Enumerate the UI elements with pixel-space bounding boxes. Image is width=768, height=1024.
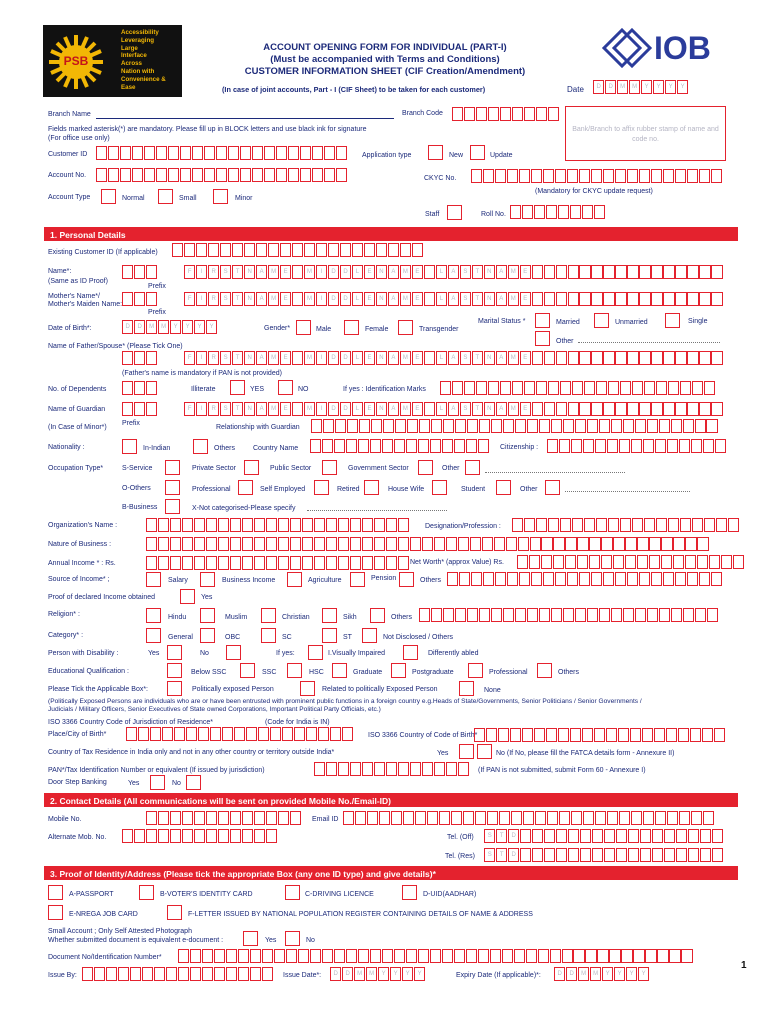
same-as-id-label: (Same as ID Proof)	[48, 278, 108, 285]
roll-no-label: Roll No.	[481, 211, 506, 218]
disability-if-yes-label: If yes:	[276, 650, 295, 657]
religion-others-checkbox[interactable]	[370, 608, 385, 623]
marital-other-checkbox[interactable]	[535, 331, 550, 346]
passport-checkbox[interactable]	[48, 885, 63, 900]
religion-others-field[interactable]	[419, 608, 719, 622]
src-others-field[interactable]	[447, 572, 723, 586]
designation-field[interactable]	[512, 518, 740, 532]
cat-not-disclosed-label: Not Disclosed / Others	[383, 634, 454, 641]
stamp-box: Bank/Branch to affix rubber stamp of name and code no.	[565, 106, 726, 161]
country-name-field[interactable]	[310, 439, 490, 453]
pan-field[interactable]	[314, 762, 470, 776]
voter-checkbox[interactable]	[139, 885, 154, 900]
iob-logo	[602, 28, 742, 68]
related-pep-label: Related to politically Exposed Person	[322, 686, 438, 693]
marital-married-label: Married	[556, 319, 580, 326]
mother-prefix-field[interactable]	[122, 292, 158, 306]
disability-yes-checkbox[interactable]	[167, 645, 182, 660]
tax-no-label: No (If No, please fill the FATCA details form - Annexure II)	[496, 750, 675, 757]
door-step-yes-checkbox[interactable]	[150, 775, 165, 790]
roll-no-field[interactable]	[510, 205, 606, 219]
branch-name-line[interactable]	[96, 118, 394, 119]
existing-id-field[interactable]	[172, 243, 424, 257]
cat-not-disclosed-checkbox[interactable]	[362, 628, 377, 643]
name-prefix-label: Prefix	[148, 283, 166, 290]
src-others-label: Others	[420, 577, 442, 584]
cat-st-label: ST	[343, 634, 352, 641]
marital-single-checkbox[interactable]	[665, 313, 680, 328]
pep-label: Politically exposed Person	[192, 686, 274, 693]
expiry-date-field[interactable]: D D M M Y Y Y Y	[554, 967, 650, 981]
edu-others-label: Others	[558, 669, 580, 676]
student-checkbox[interactable]	[496, 480, 511, 495]
designation-label: Designation/Profession :	[425, 523, 501, 530]
father-name-field[interactable]: F I R S T N A M E M I D D L E N A M E L A S T N A M E	[184, 351, 723, 365]
differently-abled-label: Differently abled	[428, 650, 479, 657]
gender-male-checkbox[interactable]	[296, 320, 311, 335]
app-update-checkbox[interactable]	[470, 145, 485, 160]
cat-st-checkbox[interactable]	[322, 628, 337, 643]
business-income-label: Business Income	[222, 577, 276, 584]
agriculture-label: Agriculture	[308, 577, 342, 584]
occupation-label: Occupation Type*	[48, 465, 104, 472]
issue-date-field[interactable]: D D M M Y Y Y Y	[330, 967, 426, 981]
pension-label: Pension	[371, 575, 397, 582]
acc-small-label: Small	[179, 195, 197, 202]
nature-business-field[interactable]	[146, 537, 709, 551]
dependents-field[interactable]	[122, 381, 158, 395]
edu-hsc-label: HSC	[309, 669, 324, 676]
form-subtitle: (In case of joint accounts, Part - I (CIF Sheet) to be taken for each customer)	[222, 85, 486, 94]
proof-income-checkbox[interactable]	[180, 589, 195, 604]
acc-small-checkbox[interactable]	[158, 189, 173, 204]
pension-checkbox[interactable]	[350, 572, 365, 587]
gender-female-label: Female	[365, 326, 389, 333]
religion-christian-checkbox[interactable]	[261, 608, 276, 623]
account-no-field[interactable]	[96, 168, 348, 182]
self-employed-label: Self Employed	[260, 486, 306, 493]
acc-normal-label: Normal	[122, 195, 145, 202]
public-sector-checkbox[interactable]	[322, 460, 337, 475]
e-doc-no-label: No	[306, 937, 315, 944]
guardian-prefix-field[interactable]	[122, 402, 158, 416]
govt-sector-checkbox[interactable]	[418, 460, 433, 475]
passport-label: A-PASSPORT	[69, 891, 114, 898]
tax-yes-label: Yes	[437, 750, 449, 757]
gender-transgender-label: Transgender	[419, 326, 459, 333]
o-others-label: O-Others	[122, 485, 151, 492]
expiry-date-label: Expiry Date (If applicable)*:	[456, 972, 541, 979]
org-name-label: Organization's Name :	[48, 522, 118, 529]
father-prefix-field[interactable]	[122, 351, 158, 365]
b-business-label: B-Business	[122, 504, 158, 511]
illiterate-yes-label: YES	[250, 386, 265, 393]
related-pep-checkbox[interactable]	[300, 681, 315, 696]
o-other-line[interactable]	[565, 491, 690, 492]
relationship-label: Relationship with Guardian	[216, 424, 300, 431]
category-label: Category* :	[48, 632, 84, 639]
org-name-field[interactable]	[146, 518, 410, 532]
nrega-label: E-NREGA JOB CARD	[69, 911, 138, 918]
nationality-label: Nationality :	[48, 444, 85, 451]
nationality-others-checkbox[interactable]	[193, 439, 208, 454]
name-prefix-field[interactable]	[122, 265, 158, 279]
religion-hindu-checkbox[interactable]	[146, 608, 161, 623]
illiterate-no-label: NO	[298, 386, 309, 393]
issue-by-label: Issue By:	[48, 972, 77, 979]
edu-postgraduate-label: Postgraduate	[412, 669, 454, 676]
name-label: Name*:	[48, 268, 72, 275]
net-worth-field[interactable]	[517, 555, 745, 569]
door-step-no-label: No	[172, 780, 181, 787]
edu-below-ssc-label: Below SSC	[191, 669, 227, 676]
proof-income-yes-label: Yes	[201, 594, 213, 601]
education-label: Educational Qualification :	[48, 668, 129, 675]
mother-name-label-2: Mother's Maiden Name:	[48, 301, 123, 308]
o-others-checkbox[interactable]	[165, 480, 180, 495]
section-contact-details: 2. Contact Details (All communications will be sent on provided Mobile No./Email-ID)	[44, 793, 738, 807]
door-step-yes-label: Yes	[128, 780, 140, 787]
door-step-no-checkbox[interactable]	[186, 775, 201, 790]
staff-label: Staff	[425, 211, 440, 218]
illiterate-label: Illiterate	[191, 386, 216, 393]
application-type-label: Application type	[362, 152, 412, 159]
cat-sc-checkbox[interactable]	[261, 628, 276, 643]
section-proof-identity: 3. Proof of Identity/Address (Please tick the appropriate Box (any one ID type) and give details)*	[44, 866, 738, 880]
pep-note-1: (Politically Exposed Persons are individuals who are or have been entrusted with prominent public functions in a foreign country e.g.Heads of State/Governments, Senior Politicians / Senior Governments /	[48, 698, 642, 705]
cat-general-checkbox[interactable]	[146, 628, 161, 643]
e-doc-yes-label: Yes	[265, 937, 277, 944]
gender-female-checkbox[interactable]	[344, 320, 359, 335]
govt-sector-label: Government Sector	[348, 465, 409, 472]
cat-obc-checkbox[interactable]	[200, 628, 215, 643]
account-no-label: Account No.	[48, 172, 87, 179]
doc-no-field[interactable]	[178, 949, 693, 963]
iso-jurisdiction-label: ISO 3366 Country Code of Jurisdiction of Residence*	[48, 719, 213, 726]
edu-postgraduate-checkbox[interactable]	[391, 663, 406, 678]
branch-code-label: Branch Code	[402, 110, 443, 117]
alt-mobile-field[interactable]	[122, 829, 278, 843]
uid-checkbox[interactable]	[402, 885, 417, 900]
visually-impaired-checkbox[interactable]	[308, 645, 323, 660]
illiterate-no-checkbox[interactable]	[278, 380, 293, 395]
citizenship-label: Citizenship :	[500, 444, 539, 451]
guardian-prefix-label: Prefix	[122, 420, 140, 427]
marital-other-label: Other	[556, 338, 574, 345]
branch-code-field[interactable]	[452, 107, 560, 121]
form-title: ACCOUNT OPENING FORM FOR INDIVIDUAL (PART-I) (Must be accompanied with Terms and Conditions) CUSTOMER INFORMATION SHEET (CIF Creation/Amendment)	[244, 42, 526, 77]
edu-professional-label: Professional	[489, 669, 528, 676]
tax-no-checkbox[interactable]	[477, 744, 492, 759]
annual-income-label: Annual Income * : Rs.	[48, 560, 116, 567]
nationality-indian-checkbox[interactable]	[122, 439, 137, 454]
net-worth-label: Net Worth* (approx Value) Rs.	[410, 559, 504, 566]
disability-label: Person with Disability :	[48, 650, 119, 657]
psb-sun-icon	[47, 33, 105, 91]
e-doc-no-checkbox[interactable]	[285, 931, 300, 946]
annual-income-field[interactable]	[146, 556, 410, 570]
ckyc-no-label: CKYC No.	[424, 175, 457, 182]
tax-yes-checkbox[interactable]	[459, 744, 474, 759]
mobile-field[interactable]	[146, 811, 302, 825]
occ-other-checkbox[interactable]	[465, 460, 480, 475]
mobile-label: Mobile No.	[48, 816, 82, 823]
nationality-others-label: Others	[214, 445, 236, 452]
staff-checkbox[interactable]	[447, 205, 462, 220]
retired-checkbox[interactable]	[364, 480, 379, 495]
ckyc-note: (Mandatory for CKYC update request)	[535, 188, 653, 195]
email-label: Email ID	[312, 816, 339, 823]
proof-income-label: Proof of declared Income obtained	[48, 594, 156, 601]
o-other-checkbox[interactable]	[545, 480, 560, 495]
pan-note: (If PAN is not submitted, submit Form 60 - Annexure I)	[478, 767, 646, 774]
disability-no-label: No	[200, 650, 209, 657]
tel-res-field[interactable]: S T D	[484, 848, 724, 862]
name-field[interactable]: F I R S T N A M E M I D D L E N A M E L A S T N A M E	[184, 265, 723, 279]
psb-tagline: Accessibility Leveraging Large Interface Across Nation with Convenience & Ease	[121, 29, 166, 91]
edu-hsc-checkbox[interactable]	[287, 663, 302, 678]
professional-checkbox[interactable]	[238, 480, 253, 495]
mandatory-note: Fields marked asterisk(*) are mandatory. Please fill up in BLOCK letters and use black ink for signature	[48, 126, 367, 133]
marital-unmarried-label: Unmarried	[615, 319, 648, 326]
disability-yes-label: Yes	[148, 650, 160, 657]
dob-label: Date of Birth*:	[48, 325, 92, 332]
e-doc-yes-checkbox[interactable]	[243, 931, 258, 946]
existing-id-label: Existing Customer ID (If applicable)	[48, 249, 158, 256]
father-spouse-label: Name of Father/Spouse* (Please Tick One)	[48, 343, 183, 350]
x-not-categorised-label: X-Not categorised-Please specify	[192, 505, 296, 512]
dependents-label: No. of Dependents	[48, 386, 107, 393]
marital-single-label: Single	[688, 318, 708, 325]
father-note: (Father's name is mandatory if PAN is not provided)	[122, 370, 282, 377]
s-service-checkbox[interactable]	[165, 460, 180, 475]
cat-obc-label: OBC	[225, 634, 241, 641]
driving-checkbox[interactable]	[285, 885, 300, 900]
religion-muslim-label: Muslim	[225, 614, 248, 621]
edu-professional-checkbox[interactable]	[468, 663, 483, 678]
npr-checkbox[interactable]	[167, 905, 182, 920]
cat-general-label: General	[168, 634, 193, 641]
branch-name-label: Branch Name	[48, 111, 91, 118]
src-others-checkbox[interactable]	[399, 572, 414, 587]
mother-name-label-1: Mother's Name*/	[48, 293, 100, 300]
tax-residence-label: Country of Tax Residence in India only and not in any other country or territory outside India*	[48, 749, 335, 756]
id-marks-label: If yes : Identification Marks	[343, 386, 426, 393]
app-update-label: Update	[490, 152, 513, 159]
gender-transgender-checkbox[interactable]	[398, 320, 413, 335]
none-pep-checkbox[interactable]	[459, 681, 474, 696]
house-wife-checkbox[interactable]	[432, 480, 447, 495]
student-label: Student	[461, 486, 486, 493]
psb-logo	[43, 25, 182, 97]
occ-other-line[interactable]	[485, 472, 625, 473]
house-wife-label: House Wife	[388, 486, 425, 493]
iob-logo-text: IOB	[654, 30, 711, 66]
doc-no-label: Document No/Identification Number*	[48, 954, 162, 961]
iob-emblem-icon	[602, 28, 652, 68]
source-income-label: Source of Income* ;	[48, 576, 110, 583]
professional-label: Professional	[192, 486, 231, 493]
country-name-label: Country Name	[253, 445, 299, 452]
religion-sikh-label: Sikh	[343, 614, 357, 621]
guardian-name-field[interactable]: F I R S T N A M E M I D D L E N A M E L A S T N A M E	[184, 402, 723, 416]
marital-unmarried-checkbox[interactable]	[594, 313, 609, 328]
place-birth-label: Place/City of Birth*	[48, 731, 107, 738]
private-sector-label: Private Sector	[192, 465, 236, 472]
gender-label: Gender*	[264, 325, 291, 332]
differently-abled-checkbox[interactable]	[403, 645, 418, 660]
voter-label: B-VOTER'S IDENTITY CARD	[160, 891, 253, 898]
edu-below-ssc-checkbox[interactable]	[167, 663, 182, 678]
gender-male-label: Male	[316, 326, 332, 333]
alt-mobile-label: Alternate Mob. No.	[48, 834, 107, 841]
customer-id-label: Customer ID	[48, 151, 88, 158]
business-income-checkbox[interactable]	[200, 572, 215, 587]
page-number: 1	[741, 960, 747, 971]
acc-normal-checkbox[interactable]	[101, 189, 116, 204]
app-new-label: New	[449, 152, 464, 159]
mother-prefix-label: Prefix	[148, 309, 166, 316]
iso-birth-field[interactable]	[474, 728, 726, 742]
email-field[interactable]	[343, 811, 715, 825]
id-marks-field[interactable]	[440, 381, 716, 395]
marital-other-line[interactable]	[578, 342, 720, 343]
date-label: Date	[567, 85, 584, 94]
tel-res-label: Tel. (Res)	[445, 853, 475, 860]
none-pep-label: None	[484, 687, 501, 694]
marital-married-checkbox[interactable]	[535, 313, 550, 328]
illiterate-yes-checkbox[interactable]	[230, 380, 245, 395]
edu-ssc-label: SSC	[262, 669, 277, 676]
place-birth-field[interactable]	[126, 727, 354, 741]
uid-label: D-UID(AADHAR)	[423, 891, 477, 898]
b-business-checkbox[interactable]	[165, 499, 180, 514]
guardian-minor-label: (In Case of Minor*)	[48, 424, 107, 431]
door-step-label: Door Step Banking	[48, 779, 107, 786]
occ-other-label: Other	[442, 465, 460, 472]
date-field[interactable]: D D M M Y Y Y Y	[593, 80, 689, 94]
pan-label: PAN*/Tax Identification Number or equivalent (If issued by jurisdiction)	[48, 767, 265, 774]
acc-minor-checkbox[interactable]	[213, 189, 228, 204]
private-sector-checkbox[interactable]	[244, 460, 259, 475]
e-doc-label: Whether submitted document is equivalent e-document :	[48, 937, 224, 944]
nature-business-label: Nature of Business :	[48, 541, 112, 548]
public-sector-label: Public Sector	[270, 465, 312, 472]
salary-checkbox[interactable]	[146, 572, 161, 587]
disability-no-checkbox[interactable]	[226, 645, 241, 660]
edu-others-checkbox[interactable]	[537, 663, 552, 678]
psb-logo-text: PSB	[63, 54, 89, 68]
guardian-label: Name of Guardian	[48, 406, 106, 413]
dob-field[interactable]: D D M M Y Y Y Y	[122, 320, 218, 334]
nrega-checkbox[interactable]	[48, 905, 63, 920]
edu-ssc-checkbox[interactable]	[240, 663, 255, 678]
mother-name-field[interactable]: F I R S T N A M E M I D D L E N A M E L A S T N A M E	[184, 292, 723, 306]
iso-birth-label: ISO 3366 Country of Code of Birth*	[368, 732, 478, 739]
religion-hindu-label: Hindu	[168, 614, 187, 621]
self-employed-checkbox[interactable]	[314, 480, 329, 495]
religion-christian-label: Christian	[282, 614, 310, 621]
edu-graduate-label: Graduate	[353, 669, 383, 676]
religion-sikh-checkbox[interactable]	[322, 608, 337, 623]
office-use-note: (For office use only)	[48, 135, 110, 142]
agriculture-checkbox[interactable]	[287, 572, 302, 587]
issue-date-label: Issue Date*:	[283, 972, 322, 979]
ckyc-no-field[interactable]	[471, 169, 723, 183]
customer-id-field[interactable]	[96, 146, 348, 160]
religion-others-label: Others	[391, 614, 413, 621]
visually-impaired-label: I.Visually Impaired	[328, 650, 386, 657]
cat-sc-label: SC	[282, 634, 292, 641]
retired-label: Retired	[337, 486, 360, 493]
nationality-indian-label: In-Indian	[143, 445, 171, 452]
tel-off-label: Tel. (Off)	[447, 834, 474, 841]
religion-muslim-checkbox[interactable]	[200, 608, 215, 623]
o-other-label: Other	[520, 486, 538, 493]
marital-label: Marital Status *	[478, 318, 526, 325]
tel-off-field[interactable]: S T D	[484, 829, 724, 843]
edu-graduate-checkbox[interactable]	[332, 663, 347, 678]
pep-checkbox[interactable]	[167, 681, 182, 696]
applicable-box-label: Please Tick the Applicable Box*:	[48, 686, 149, 693]
religion-label: Religion* :	[48, 611, 80, 618]
account-type-label: Account Type	[48, 194, 91, 201]
code-india-note: (Code for India is IN)	[265, 719, 330, 726]
app-new-checkbox[interactable]	[428, 145, 443, 160]
acc-minor-label: Minor	[235, 195, 253, 202]
salary-label: Salary	[168, 577, 188, 584]
relationship-field[interactable]	[311, 419, 718, 433]
pep-note-2: Judicials / Military Officers, Senior Executives of State owned Corporations, Important Political Party Officials, etc.)	[48, 706, 381, 713]
issue-by-field[interactable]	[82, 967, 274, 981]
small-acc-label: Small Account ; Only Self Attested Photograph	[48, 928, 192, 935]
s-service-label: S-Service	[122, 465, 153, 472]
npr-label: F-LETTER ISSUED BY NATIONAL POPULATION REGISTER CONTAINING DETAILS OF NAME & ADDRESS	[188, 911, 533, 918]
citizenship-field[interactable]	[547, 439, 727, 453]
section-personal-details: 1. Personal Details	[44, 227, 738, 241]
x-not-line[interactable]	[307, 510, 447, 511]
driving-label: C-DRIVING LICENCE	[305, 891, 374, 898]
